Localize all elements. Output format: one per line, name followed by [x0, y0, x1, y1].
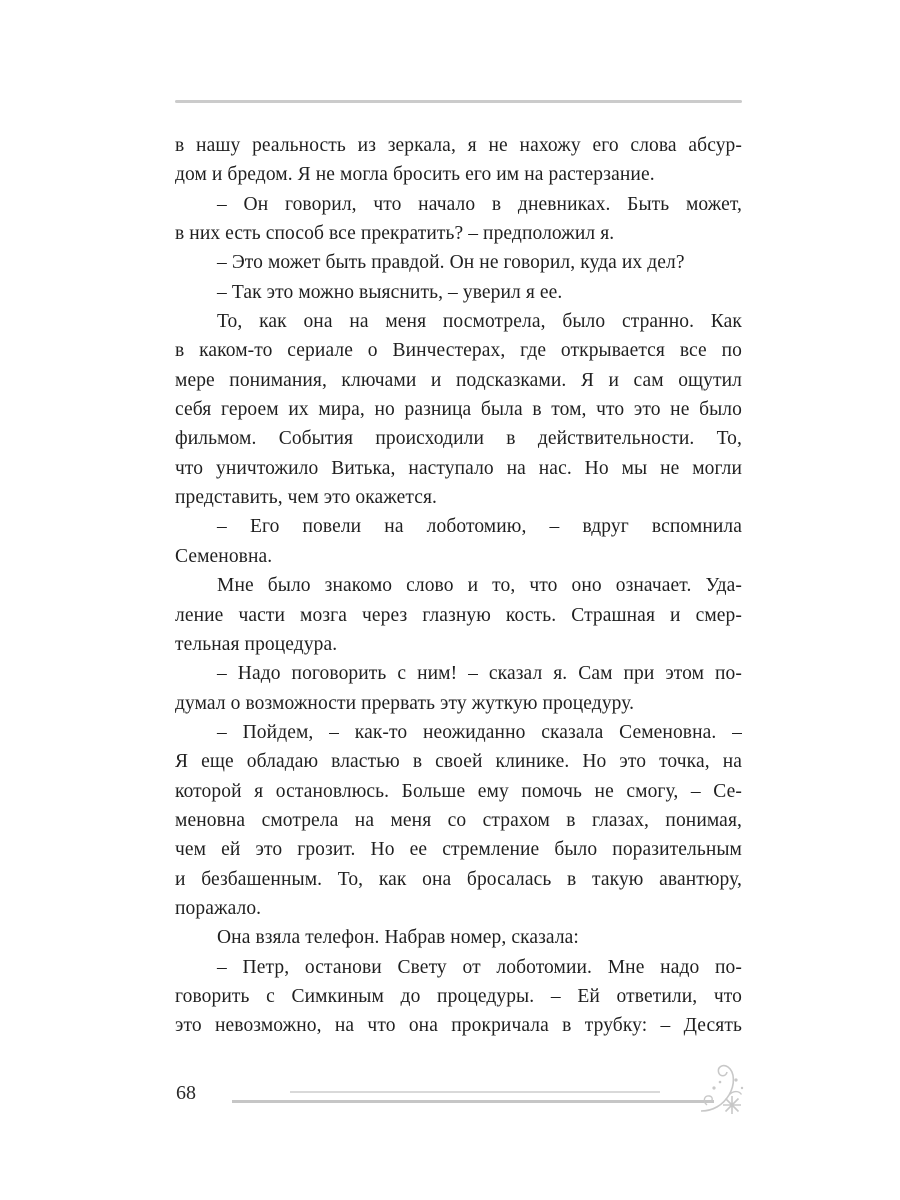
text-line: которой я остановлюсь. Больше ему помочь не смогу, – Се-: [175, 780, 742, 802]
top-rule: [175, 100, 742, 103]
text-line: мере понимания, ключами и подсказками. Я и сам ощутил: [175, 369, 742, 391]
text-line: То, как она на меня посмотрела, было странно. Как: [217, 311, 742, 333]
text-line: думал о возможности прервать эту жуткую процедуру.: [175, 692, 635, 714]
floral-flourish-icon: [698, 1058, 750, 1118]
text-line: Она взяла телефон. Набрав номер, сказала:: [217, 927, 579, 949]
text-line: что уничтожило Витька, наступало на нас. Но мы не могли: [175, 457, 742, 479]
text-line: в нашу реальность из зеркала, я не нахожу его слова абсур-: [175, 135, 742, 156]
text-line: дом и бредом. Я не могла бросить его им на растерзание.: [175, 164, 655, 186]
text-line: – Он говорил, что начало в дневниках. Быть может,: [217, 193, 742, 215]
text-line: – Петр, останови Свету от лоботомии. Мне надо по-: [217, 956, 742, 978]
text-line: ление части мозга через глазную кость. Страшная и смер-: [175, 604, 742, 626]
text-line: это невозможно, на что она прокричала в трубку: – Десять: [175, 1015, 742, 1037]
text-line: поражало.: [175, 897, 262, 919]
text-line: Я еще обладаю властью в своей клинике. Но это точка, на: [175, 751, 742, 773]
text-line: и безбашенным. То, как она бросалась в такую авантюру,: [175, 868, 742, 890]
text-line: представить, чем это окажется.: [175, 487, 438, 509]
text-line: – Так это можно выяснить, – уверил я ее.: [217, 281, 563, 303]
text-line: – Надо поговорить с ним! – сказал я. Сам при этом по-: [217, 663, 742, 685]
text-line: в них есть способ все прекратить? – предположил я.: [175, 223, 615, 245]
text-line: Семеновна.: [175, 545, 273, 567]
page-number: 68: [176, 1082, 196, 1104]
text-line: – Пойдем, – как-то неожиданно сказала Семеновна. –: [217, 721, 742, 743]
text-line: в каком-то сериале о Винчестерах, где открывается все по: [175, 340, 742, 362]
text-line: – Это может быть правдой. Он не говорил, куда их дел?: [217, 252, 685, 274]
text-line: чем ей это грозит. Но ее стремление было поразительным: [175, 839, 742, 861]
text-line: фильмом. События происходили в действительности. То,: [175, 428, 742, 450]
text-line: говорить с Симкиным до процедуры. – Ей ответили, что: [175, 985, 742, 1007]
footer-rule-thin: [290, 1091, 660, 1093]
text-line: меновна смотрела на меня со страхом в глазах, понимая,: [175, 809, 742, 831]
text-line: Мне было знакомо слово и то, что оно означает. Уда-: [217, 575, 742, 597]
footer-rule-thick: [232, 1100, 714, 1103]
body-text: [175, 131, 742, 1041]
text-line: себя героем их мира, но разница была в том, что это не было: [175, 399, 742, 421]
text-line: – Его повели на лоботомию, – вдруг вспомнила: [217, 516, 742, 538]
text-line: тельная процедура.: [175, 633, 338, 655]
